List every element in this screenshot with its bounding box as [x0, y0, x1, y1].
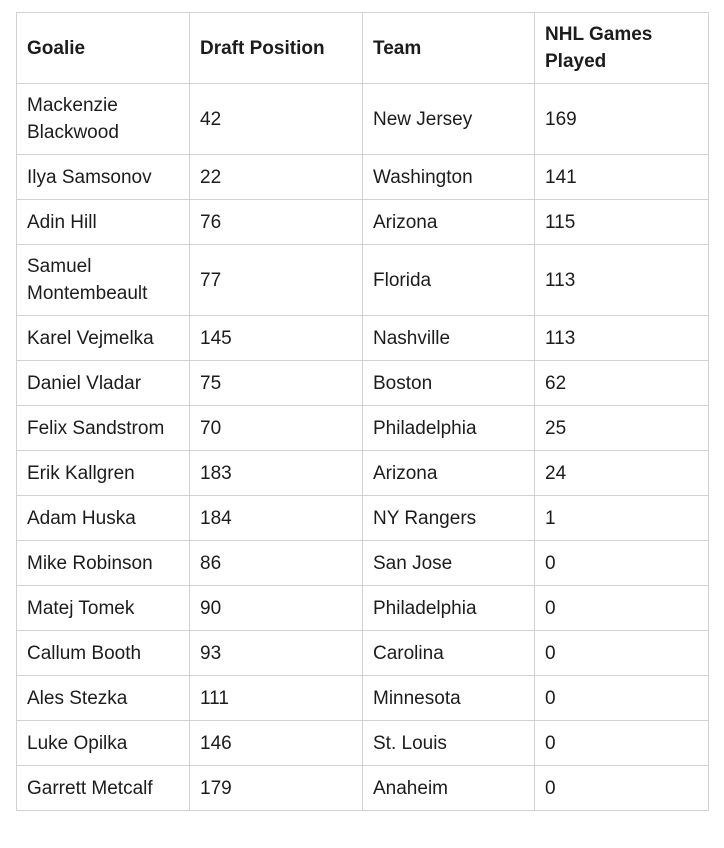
table-body	[17, 84, 709, 811]
header-team: Team	[363, 13, 535, 84]
draft-position-cell: 183	[190, 451, 363, 496]
draft-position-cell: 86	[190, 541, 363, 586]
table-row	[17, 451, 709, 496]
draft-position-cell: 75	[190, 361, 363, 406]
header-draft-position: Draft Position	[190, 13, 363, 84]
table-row	[17, 586, 709, 631]
table-row	[17, 541, 709, 586]
table-row	[17, 316, 709, 361]
team-cell: Philadelphia	[363, 406, 535, 451]
goalie-cell: Erik Kallgren	[17, 451, 190, 496]
goalie-table-container	[16, 12, 709, 811]
team-cell: Carolina	[363, 631, 535, 676]
goalie-cell: Mike Robinson	[17, 541, 190, 586]
goalie-cell: Ales Stezka	[17, 676, 190, 721]
goalie-cell: Daniel Vladar	[17, 361, 190, 406]
games-played-cell: 62	[535, 361, 709, 406]
draft-position-cell: 90	[190, 586, 363, 631]
draft-position-cell: 111	[190, 676, 363, 721]
draft-position-cell: 93	[190, 631, 363, 676]
games-played-cell: 1	[535, 496, 709, 541]
table-row	[17, 496, 709, 541]
goalie-table	[16, 12, 709, 811]
table-header	[17, 13, 709, 84]
goalie-cell: Mackenzie Blackwood	[17, 84, 190, 155]
goalie-cell: Samuel Montembeault	[17, 245, 190, 316]
team-cell: NY Rangers	[363, 496, 535, 541]
goalie-cell: Callum Booth	[17, 631, 190, 676]
table-row	[17, 200, 709, 245]
games-played-cell: 0	[535, 586, 709, 631]
draft-position-cell: 42	[190, 84, 363, 155]
goalie-cell: Adin Hill	[17, 200, 190, 245]
table-row	[17, 766, 709, 811]
games-played-cell: 0	[535, 721, 709, 766]
games-played-cell: 115	[535, 200, 709, 245]
games-played-cell: 24	[535, 451, 709, 496]
team-cell: Washington	[363, 155, 535, 200]
team-cell: Florida	[363, 245, 535, 316]
games-played-cell: 113	[535, 245, 709, 316]
games-played-cell: 0	[535, 631, 709, 676]
draft-position-cell: 77	[190, 245, 363, 316]
draft-position-cell: 70	[190, 406, 363, 451]
table-row	[17, 155, 709, 200]
games-played-cell: 25	[535, 406, 709, 451]
goalie-cell: Adam Huska	[17, 496, 190, 541]
goalie-cell: Matej Tomek	[17, 586, 190, 631]
goalie-cell: Garrett Metcalf	[17, 766, 190, 811]
header-row	[17, 13, 709, 84]
team-cell: Boston	[363, 361, 535, 406]
team-cell: New Jersey	[363, 84, 535, 155]
team-cell: Nashville	[363, 316, 535, 361]
goalie-cell: Luke Opilka	[17, 721, 190, 766]
table-row	[17, 721, 709, 766]
goalie-cell: Karel Vejmelka	[17, 316, 190, 361]
table-row	[17, 676, 709, 721]
table-row	[17, 84, 709, 155]
table-row	[17, 406, 709, 451]
header-goalie: Goalie	[17, 13, 190, 84]
draft-position-cell: 145	[190, 316, 363, 361]
team-cell: Arizona	[363, 451, 535, 496]
draft-position-cell: 76	[190, 200, 363, 245]
team-cell: Philadelphia	[363, 586, 535, 631]
games-played-cell: 0	[535, 766, 709, 811]
team-cell: Anaheim	[363, 766, 535, 811]
goalie-cell: Ilya Samsonov	[17, 155, 190, 200]
header-nhl-games-played: NHL Games Played	[535, 13, 709, 84]
team-cell: San Jose	[363, 541, 535, 586]
team-cell: Minnesota	[363, 676, 535, 721]
games-played-cell: 0	[535, 676, 709, 721]
table-row	[17, 631, 709, 676]
table-row	[17, 245, 709, 316]
team-cell: Arizona	[363, 200, 535, 245]
games-played-cell: 141	[535, 155, 709, 200]
games-played-cell: 169	[535, 84, 709, 155]
draft-position-cell: 179	[190, 766, 363, 811]
draft-position-cell: 184	[190, 496, 363, 541]
games-played-cell: 0	[535, 541, 709, 586]
team-cell: St. Louis	[363, 721, 535, 766]
draft-position-cell: 146	[190, 721, 363, 766]
table-row	[17, 361, 709, 406]
goalie-cell: Felix Sandstrom	[17, 406, 190, 451]
games-played-cell: 113	[535, 316, 709, 361]
draft-position-cell: 22	[190, 155, 363, 200]
